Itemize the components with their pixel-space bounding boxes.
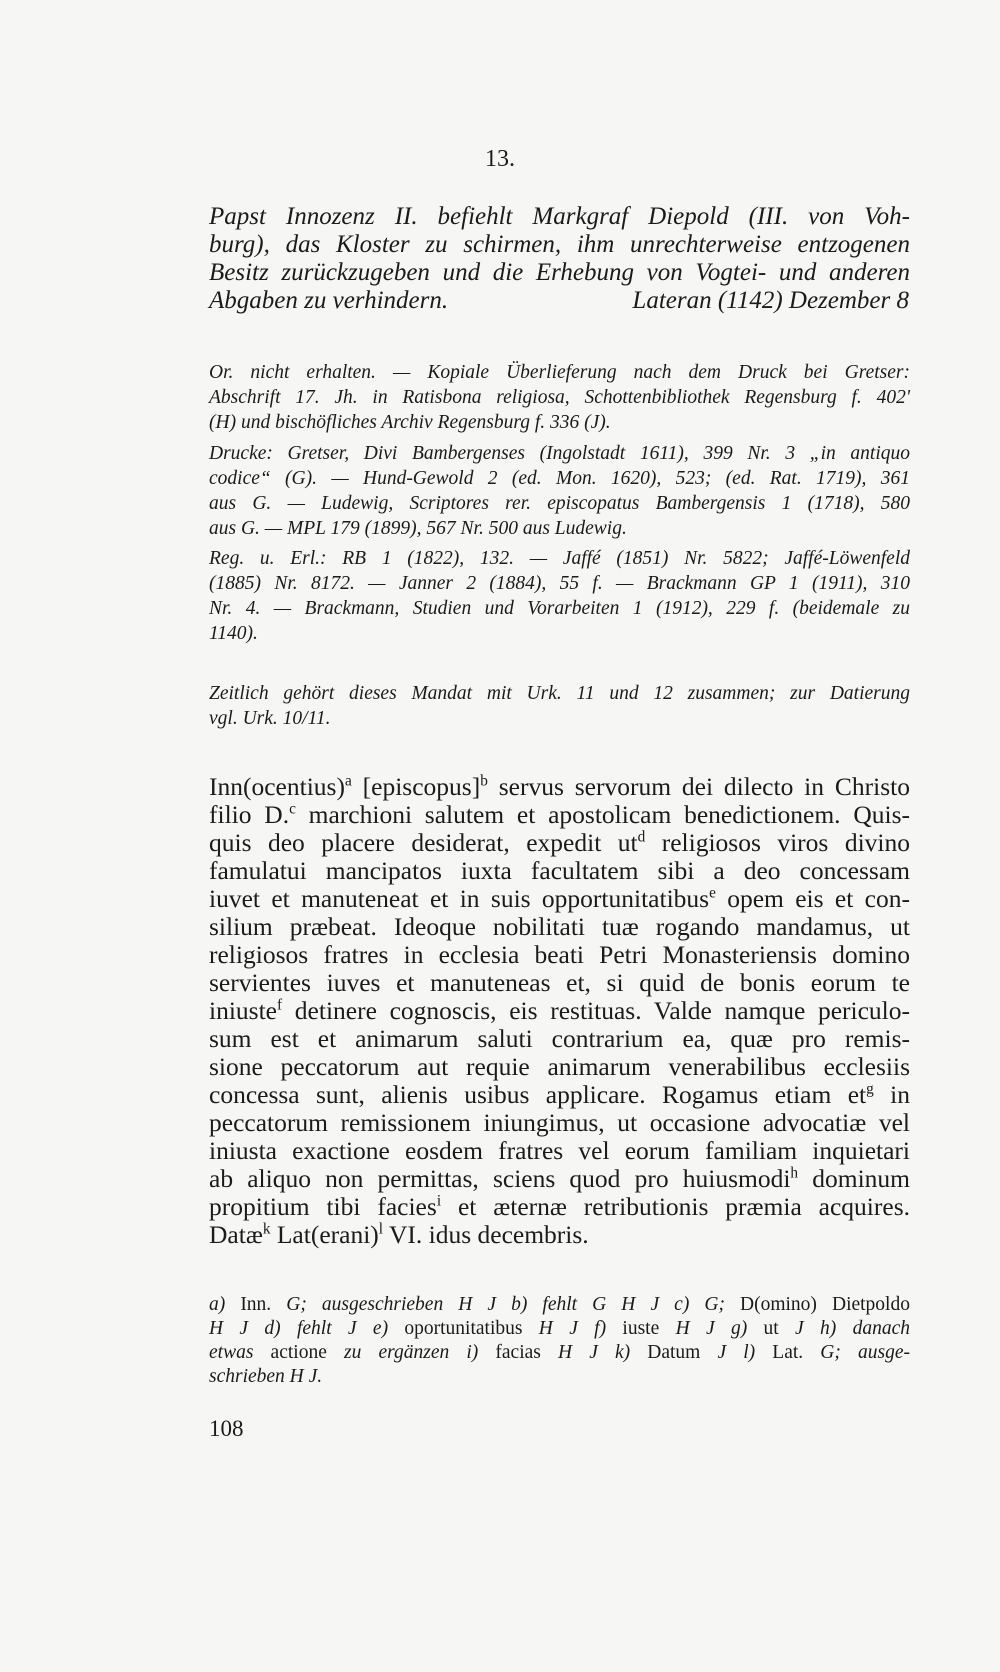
text-line: ab aliquo non permittas, sciens quod pro huiusmodi$^h$ dominum bbox=[209, 1164, 910, 1193]
regesta-line: Reg. u. Erl.: RB 1 (1822), 132. — Jaffé (1851) Nr. 5822; Jaffé-Löwenfeld bbox=[209, 548, 910, 569]
header-line: burg), das Kloster zu schirmen, ihm unrechterweise entzogenen bbox=[209, 231, 910, 258]
text-line: peccatorum remissionem iniungimus, ut occasione advocatiæ vel bbox=[209, 1108, 910, 1137]
prints-line: aus G. — Ludewig, Scriptores rer. episcopatus Bambergensis 1 (1718), 580 bbox=[209, 493, 910, 514]
tradition-line: (H) und bischöfliches Archiv Regensburg f. 336 (J). bbox=[209, 412, 611, 433]
text-line: Inn(ocentius)$^a$ [episcopus]$^b$ servus servorum dei dilecto in Christo bbox=[209, 772, 910, 801]
text-line: concessa sunt, alienis usibus applicare. Rogamus etiam $et^g$ in bbox=[209, 1080, 910, 1109]
prints-line: Drucke: Gretser, Divi Bambergenses (Ingolstadt 1611), 399 Nr. 3 „in antiquo bbox=[209, 443, 910, 464]
text-line: silium præbeat. Ideoque nobilitati tuæ rogando mandamus, ut bbox=[209, 912, 910, 941]
footnote-line: schrieben H J. bbox=[209, 1366, 323, 1387]
prints-line: aus G. — MPL 179 (1899), 567 Nr. 500 aus Ludewig. bbox=[209, 518, 627, 539]
place-date: Lateran (1142) Dezember 8 bbox=[632, 287, 909, 314]
text-line: servientes iuves et manuteneas et, si quid de bonis eorum te bbox=[209, 968, 910, 997]
header-line: Besitz zurückzugeben und die Erhebung von Vogtei- und anderen bbox=[209, 259, 910, 286]
text-line: famulatui mancipatos iuxta facultatem sibi a deo concessam bbox=[209, 856, 910, 885]
header-line: Abgaben zu verhindern. bbox=[209, 287, 449, 314]
dating-note-line: vgl. Urk. 10/11. bbox=[209, 708, 331, 729]
dating-note-line: Zeitlich gehört dieses Mandat mit Urk. 11 und 12 zusammen; zur Datierung bbox=[209, 683, 910, 704]
regesta-line: (1885) Nr. 8172. — Janner 2 (1884), 55 f. — Brackmann GP 1 (1911), 310 bbox=[209, 573, 910, 594]
regesta-line: Nr. 4. — Brackmann, Studien und Vorarbeiten 1 (1912), 229 f. (beidemale zu bbox=[209, 598, 910, 619]
text-line: iniuste$^f$ detinere cognoscis, eis restituas. Valde namque periculo- bbox=[209, 996, 910, 1025]
header-line: Papst Innozenz II. befiehlt Markgraf Diepold (III. von Voh- bbox=[209, 203, 910, 230]
tradition-line: Or. nicht erhalten. — Kopiale Überlieferung nach dem Druck bei Gretser: bbox=[209, 362, 910, 383]
text-line: sione peccatorum aut requie animarum venerabilibus ecclesiis bbox=[209, 1052, 910, 1081]
regesta-line: 1140). bbox=[209, 623, 258, 644]
document-number: 13. bbox=[485, 146, 515, 172]
tradition-line: Abschrift 17. Jh. in Ratisbona religiosa, Schottenbibliothek Regensburg f. 402' bbox=[209, 387, 910, 408]
text-line: iuvet et manuteneat et in suis opportunitatibus$^e$ opem eis et con- bbox=[209, 884, 910, 913]
text-line: religiosos fratres in ecclesia beati Petri Monasteriensis domino bbox=[209, 940, 910, 969]
text-line: filio D.$^c$ marchioni salutem et apostolicam benedictionem. Quis- bbox=[209, 800, 911, 829]
text-line: propitium tibi facies$^i$ et æternæ retributionis præmia acquires. bbox=[209, 1192, 911, 1221]
prints-line: codice“ (G). — Hund-Gewold 2 (ed. Mon. 1620), 523; (ed. Rat. 1719), 361 bbox=[209, 468, 910, 489]
text-line: iniusta exactione eosdem fratres vel eorum familiam inquietari bbox=[209, 1136, 910, 1165]
text-line: quis deo placere desiderat, expedit $ut^d$ religiosos viros divino bbox=[209, 828, 910, 857]
footnote-line: etwas actione zu ergänzen i) facias H J k) Datum J l) Lat. G; ausge- bbox=[209, 1342, 910, 1363]
text-line: Datæ$^k$ Lat(erani)$^l$ VI. idus decembris. bbox=[209, 1220, 589, 1249]
page-number: 108 bbox=[209, 1416, 244, 1441]
footnote-line: H J d) fehlt J e) oportunitatibus H J f) iuste H J g) ut J h) danach bbox=[209, 1318, 910, 1339]
text-line: sum est et animarum saluti contrarium ea, quæ pro remis- bbox=[209, 1024, 910, 1053]
footnote-line: a) Inn. G; ausgeschrieben H J b) fehlt G H J c) G; D(omino) Dietpoldo bbox=[209, 1294, 910, 1315]
